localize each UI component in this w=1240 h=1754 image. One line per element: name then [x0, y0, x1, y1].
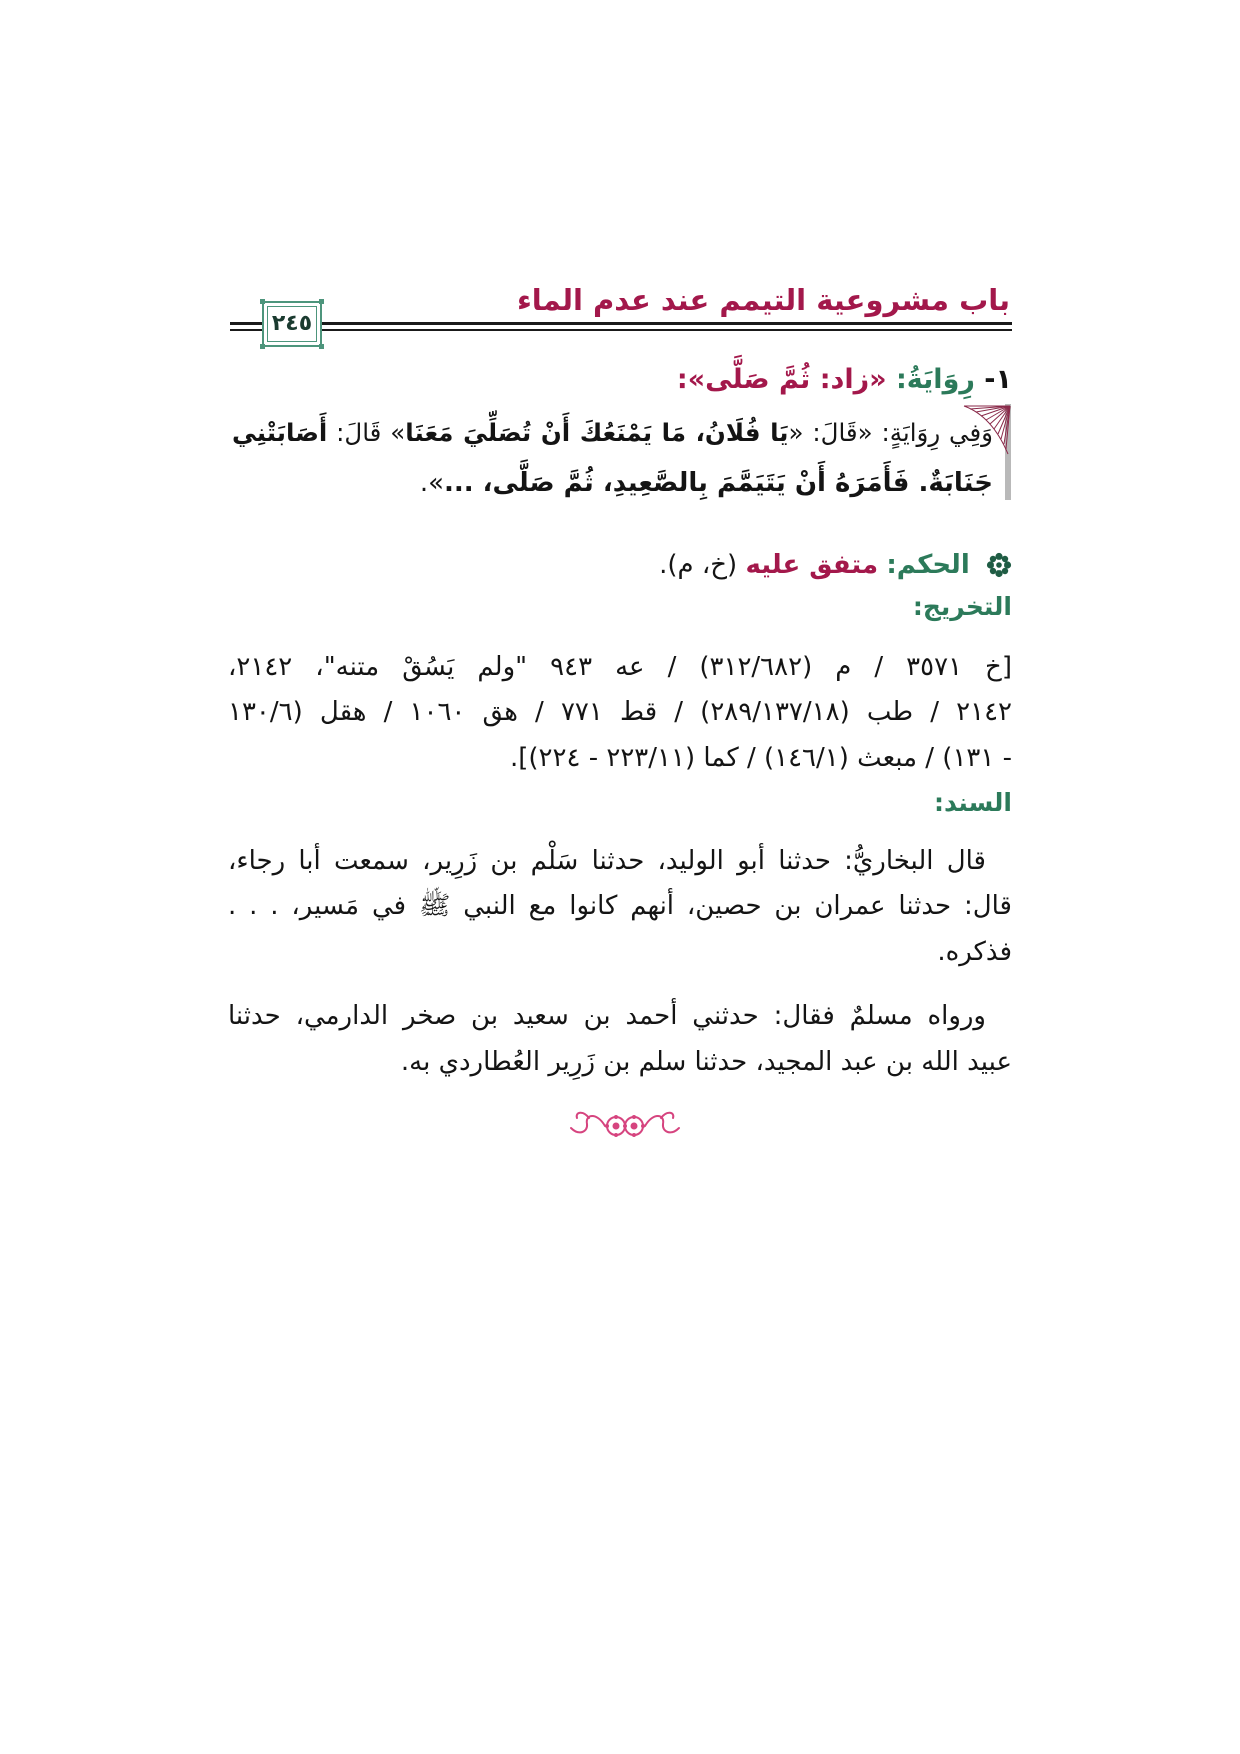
muslim-chain-line-1: ورواه مسلمٌ فقال: حدثني أحمد بن سعيد بن صخر الدارمي، حدثنا	[228, 1001, 986, 1031]
frame-corner-icon	[260, 299, 265, 304]
header-rule-left-thick	[230, 322, 262, 325]
narration-bold-text: أَصَابَتْنِي	[232, 418, 328, 447]
ruling-label: الحكم:	[886, 550, 970, 580]
takhrij-line-3: - ١٣١) / مبعث (١٤٦/١) / كما (٢٢٣/١١ - ٢٢٤)].	[509, 743, 1012, 773]
takhrij-line-1: [خ ٣٥٧١ / م (٣١٢/٦٨٢) / عه ٩٤٣ "ولم يَسُقْ متنه"، ٢١٤٢،	[228, 652, 1012, 682]
sanad-line-2: قال: حدثنا عمران بن حصين، أنهم كانوا مع النبي ﷺ في مَسير، . . .	[228, 891, 1012, 921]
narration-text: » قَالَ:	[327, 418, 406, 447]
narration-text: وَفِي رِوَايَةٍ: «قَالَ: «	[788, 418, 994, 447]
page-number-inner-frame	[267, 306, 317, 342]
narration-text: ».	[419, 468, 444, 498]
page-number: ٢٤٥	[271, 311, 313, 336]
frame-corner-icon	[260, 344, 265, 349]
section-label: رِوَايَةُ:	[896, 364, 975, 395]
takhrij-line-2: ٢١٤٢ / طب (٢٨٩/١٣٧/١٨) / قط ٧٧١ / هق ١٠٦٠ / هقل (١٣٠/٦	[228, 697, 1012, 727]
ruling-line	[659, 542, 1012, 588]
header-rule-right-thick	[322, 322, 1012, 325]
section-heading	[677, 357, 1012, 403]
section-number: ١-	[984, 364, 1012, 395]
running-header-title: باب مشروعية التيمم عند عدم الماء	[516, 283, 1010, 317]
takhrij-label: التخريج:	[912, 592, 1012, 621]
narration-line-1	[232, 410, 993, 456]
sanad-label: السند:	[933, 788, 1012, 817]
sanad-line-1: قال البخاريُّ: حدثنا أبو الوليد، حدثنا سَلْم بن زَرِير، سمعت أبا رجاء،	[228, 846, 986, 876]
header-rule-right-thin	[322, 329, 1012, 331]
section-quote: «زاد: ثُمَّ صَلَّى»:	[676, 364, 887, 395]
ruling-value: متفق عليه	[745, 550, 879, 580]
flower-icon	[986, 552, 1012, 578]
floral-divider-icon	[565, 1104, 685, 1148]
narration-line-2	[232, 460, 993, 506]
muslim-chain-line-2: عبيد الله بن عبد المجيد، حدثنا سلم بن زَرِير العُطاردي به.	[400, 1047, 1012, 1077]
narration-bold-text: يَا فُلَانُ، مَا يَمْنَعُكَ أَنْ تُصَلِّيَ مَعَنَا	[405, 418, 789, 447]
narration-bold-text: جَنَابَةٌ. فَأَمَرَهُ أَنْ يَتَيَمَّمَ بِالصَّعِيدِ، ثُمَّ صَلَّى، ...	[444, 468, 993, 498]
frame-corner-icon	[319, 344, 324, 349]
page-number-frame	[262, 301, 322, 347]
sanad-line-3: فذكره.	[937, 937, 1012, 967]
frame-corner-icon	[319, 299, 324, 304]
ruling-sources: (خ، م).	[659, 550, 738, 580]
header-rule-left-thin	[230, 329, 262, 331]
